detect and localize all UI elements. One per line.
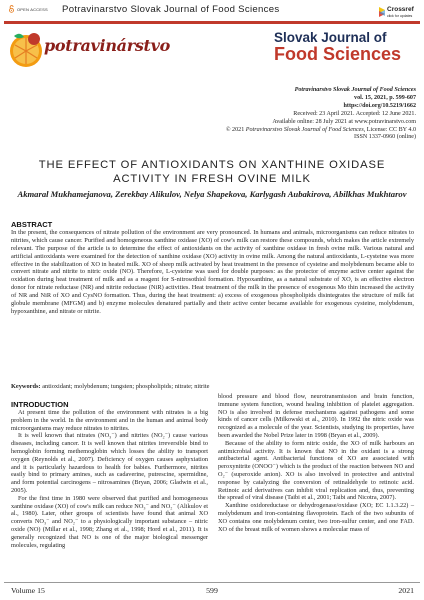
copyright-journal: Potravinarstvo Slovak Journal of Food Sciences bbox=[245, 126, 364, 133]
crossref-updates-button[interactable] bbox=[378, 4, 416, 20]
abstract-heading: ABSTRACT bbox=[11, 220, 53, 229]
journal-logo-line1: Slovak Journal of bbox=[274, 30, 387, 45]
intro-paragraph: For the first time in 1980 were observed that purified and homogeneous xanthine oxidase (XO) of cow's milk can reduce NO₃⁻ and NO₂⁻ (Alikulov et al., 1980). Later, other groups of scientists have found that animal XO converts NO₃⁻ and NO₂⁻ to a physiologically important substance – nitric oxide (NO) (Millar et al., 1998; Zhang et al., 1998; Hord et al., 2011). It is generally recognized that NO is one of the major biological messenger molecules, regulating bbox=[11, 494, 208, 549]
keywords-line bbox=[11, 383, 414, 391]
footer-rule bbox=[4, 582, 420, 583]
pubinfo-volume: vol. 15, 2021, p. 599-607 bbox=[354, 94, 416, 101]
footer-year: 2021 bbox=[398, 586, 414, 595]
keywords-label: Keywords: bbox=[11, 383, 41, 390]
intro-paragraph: blood pressure and blood flow, neurotransmission and brain function, immune system function, wound healing inhibition of platelet aggregation. NO is also involved in defense mechanisms against pathogens and some kinds of cancer cells (Milkowski et al., 2010). In 1992 the nitric oxide was recognized as a molecule of the year. Scientists, studying its properties, have been awarded the Nobel Prize later in 1998 (Bryan et al., 2009). bbox=[218, 393, 414, 439]
copyright-prefix: © 2021 bbox=[225, 126, 245, 133]
open-access-badge bbox=[8, 5, 48, 13]
introduction-heading: INTRODUCTION bbox=[11, 400, 69, 409]
footer-volume: Volume 15 bbox=[11, 586, 45, 595]
doi-link[interactable]: https://doi.org/10.5219/1662 bbox=[343, 102, 416, 109]
abstract-text: In the present, the consequences of nitrate pollution of the environment are very pronounced. In humans and animals, microorganisms can reduce nitrates to nitrites, which cause cancer. Purified and homogeneous xanthine oxidase (XO) of cow's milk can restore these compounds, which makes the article extremely relevant. The purpose of the article is to determine the effect of antioxidants on the activity of xanthine oxidase in fresh ovine milk. Various natural and artificial antioxidants were examined for the detection of xanthine oxidase (XO) activity in ovine milk. Among the natural antioxidants, L-cysteine was more effective in the stabilization of XO in heated milk. XO of sheep milk activated by heat treatment in the presence of cysteine and molybdenum became able to convert nitrate and nitrite to nitric oxide (NO). Therefore, L-cysteine was used for double purposes: as the protector of enzyme active center against the oxidation during heat treatment of milk and as a reagent for S-nitrosothiol formation. Hypoxanthine, as a natural substrate of XO, is an effective electron donor for nitrate reductase (NR) and nitrite reductase (NiR) activities. Heat treatment of the milk in the presence of exogenous Mo thin increased the activity of NR and NiR of XO and CysNO formation. Thus, during the heat treatment: a) excess of exogenous phospholipids disintegrates the structure of milk fat globule membrane (MFGM) and b) enzyme molecules denatured partially and their active center became available for exogenous cysteine, molybdenum, hypoxanthine, and nitrate or nitrite. bbox=[11, 229, 414, 315]
crossref-tagline: click for updates bbox=[387, 14, 413, 18]
author-list: Akmaral Mukhamejanova, Zerekbay Alikulov, Nelya Shapekova, Karlygash Aubakirova, Abilkhas Mukhtarov bbox=[17, 189, 407, 199]
intro-paragraph: At present time the pollution of the environment with nitrates is a big problem in the world. In the environment and in the human and animal body microorganisms may reduce nitrates to nitrites. bbox=[11, 409, 208, 432]
open-access-lock-icon bbox=[8, 5, 15, 13]
intro-column-left bbox=[11, 409, 208, 549]
crossref-name: Crossref bbox=[387, 6, 414, 13]
intro-paragraph: Because of the ability to form nitric oxide, the XO of milk harbours an antimicrobial activity. It is known that NO in the oxidant is a strong antibacterial agent. Antibacterial functions of XO are associated with peroxynitrite (ONOO⁻) which is the product of the reaction between NO and O₂⁻ (superoxide anion). XO is also involved in protective and antiviral response by catalyzing the conversion of retinaldehyde to retinoic acid. Retinoic acid derivatives can inhibit viral replication and, thus, preventing the spread of viral disease (Taibi et al., 2001; Taibi and Nicotra, 2007). bbox=[218, 439, 414, 502]
pubinfo-journal: Potravinarstvo Slovak Journal of Food Sciences bbox=[294, 87, 416, 93]
copyright-suffix: , License: CC BY 4.0 bbox=[363, 126, 416, 133]
keywords-list: antioxidant; molybdenum; tungsten; phospholipids; nitrate; nitrite bbox=[42, 383, 210, 390]
intro-paragraph: Xanthine oxidoreductase or dehydrogenase/oxidase (XO; EC 1.1.3.22) – molybdenum and iron-containing flavoprotein. Each of the two subunits of XO contains one molybdenum center, two iron-sulfur center, and one FAD. XO of the breast milk of women shows a molecular mass of bbox=[218, 502, 414, 533]
journal-logo-line2: Food Sciences bbox=[274, 44, 402, 64]
pubinfo-issn: ISSN 1337-0960 (online) bbox=[354, 134, 416, 141]
journal-logo bbox=[274, 30, 420, 75]
article-title: THE EFFECT OF ANTIOXIDANTS ON XANTHINE OXIDASE ACTIVITY IN FRESH OVINE MILK bbox=[38, 159, 386, 186]
open-access-label: OPEN ACCESS bbox=[17, 6, 48, 12]
footer-page-number: 599 bbox=[206, 586, 218, 595]
potravinarstvo-logo bbox=[6, 30, 171, 72]
running-journal-title: Potravinarstvo Slovak Journal of Food Sciences bbox=[62, 4, 280, 15]
pubinfo-dates: Received: 23 April 2021. Accepted: 12 June 2021. bbox=[293, 110, 416, 117]
publication-info bbox=[156, 87, 416, 142]
fruit-logo-icon bbox=[6, 30, 46, 70]
intro-paragraph: It is well known that nitrates (NO₃⁻) and nitrites (NO₂⁻) cause various diseases, including cancer. It is well known that nitrites irreversible bind to hemoglobin forming methemoglobin which losses the ability to transport oxygen (Reynolds et al., 2007). Deficiency of oxygen causes asphyxiation and it is particularly hazardous to health for babies. Furthermore, nitrites easily bind to primary amines, such as cadaverine, putrescine, spermidine, and form potential carcinogens – nitrosamines (Bryan, 2006; Gladwin et al., 2005). bbox=[11, 432, 208, 494]
intro-column-right bbox=[218, 393, 414, 533]
potravinarstvo-wordmark: potravinárstvo bbox=[44, 36, 171, 55]
header-rule bbox=[4, 21, 420, 24]
pubinfo-online: Available online: 28 July 2021 at www.potravinarstvo.com bbox=[272, 118, 416, 125]
crossref-icon bbox=[378, 6, 386, 18]
